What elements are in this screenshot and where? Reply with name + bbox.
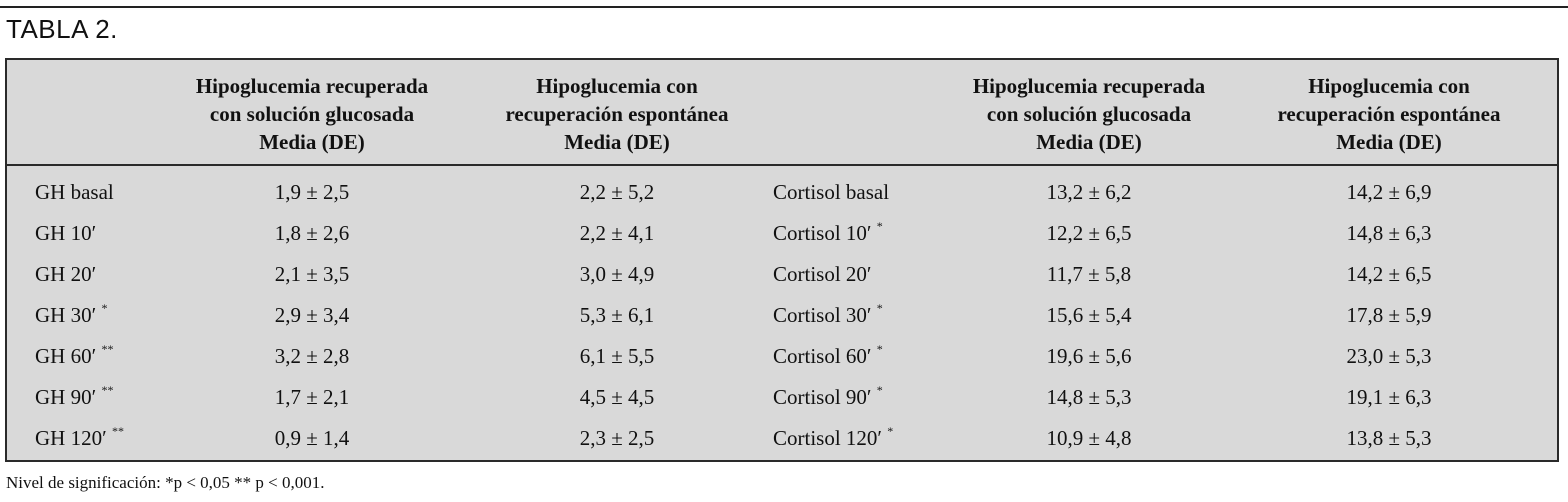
cortisol-glucose-value: 11,7 ± 5,8 bbox=[1046, 262, 1132, 286]
gh-glucose-value: 1,7 ± 2,1 bbox=[274, 385, 350, 409]
cortisol-label: Cortisol 60′ * bbox=[773, 342, 883, 368]
gh-spontaneous-value: 4,5 ± 4,5 bbox=[579, 385, 655, 409]
table-row bbox=[7, 336, 1557, 376]
gh-spontaneous-value: 3,0 ± 4,9 bbox=[579, 262, 655, 286]
table-row bbox=[7, 418, 1557, 458]
table-row bbox=[7, 295, 1557, 335]
header-glucose-gh: Hipoglucemia recuperada con solución glucosada Media (DE) bbox=[195, 74, 429, 154]
table-title: TABLA 2. bbox=[6, 14, 118, 44]
cortisol-glucose-value: 12,2 ± 6,5 bbox=[1046, 221, 1132, 245]
gh-label: GH 10′ bbox=[35, 221, 97, 245]
cortisol-label: Cortisol basal bbox=[773, 180, 890, 204]
cortisol-spontaneous-value: 14,2 ± 6,5 bbox=[1346, 262, 1432, 286]
gh-glucose-value: 2,1 ± 3,5 bbox=[274, 262, 350, 286]
cortisol-label: Cortisol 90′ * bbox=[773, 383, 883, 409]
cortisol-label: Cortisol 120′ * bbox=[773, 424, 894, 450]
header-spontaneous-cortisol: Hipoglucemia con recuperación espontánea Media (DE) bbox=[1277, 74, 1501, 154]
gh-label: GH 20′ bbox=[35, 262, 97, 286]
gh-spontaneous-value: 2,2 ± 5,2 bbox=[579, 180, 655, 204]
cortisol-glucose-value: 19,6 ± 5,6 bbox=[1046, 344, 1132, 368]
significance-footnote: Nivel de significación: *p < 0,05 ** p < 0,001. bbox=[6, 473, 325, 492]
gh-label: GH 90′ ** bbox=[35, 383, 114, 409]
gh-label: GH 30′ * bbox=[35, 301, 108, 327]
cortisol-spontaneous-value: 23,0 ± 5,3 bbox=[1346, 344, 1432, 368]
gh-spontaneous-value: 2,2 ± 4,1 bbox=[579, 221, 655, 245]
gh-label: GH 120′ ** bbox=[35, 424, 124, 450]
gh-glucose-value: 0,9 ± 1,4 bbox=[274, 426, 350, 450]
gh-glucose-value: 2,9 ± 3,4 bbox=[274, 303, 350, 327]
table-row bbox=[7, 377, 1557, 417]
table-row bbox=[7, 172, 1557, 212]
cortisol-glucose-value: 10,9 ± 4,8 bbox=[1046, 426, 1132, 450]
cortisol-spontaneous-value: 14,2 ± 6,9 bbox=[1346, 180, 1432, 204]
cortisol-spontaneous-value: 19,1 ± 6,3 bbox=[1346, 385, 1432, 409]
cortisol-glucose-value: 15,6 ± 5,4 bbox=[1046, 303, 1132, 327]
gh-glucose-value: 1,8 ± 2,6 bbox=[274, 221, 350, 245]
header-spontaneous-gh: Hipoglucemia con recuperación espontánea Media (DE) bbox=[505, 74, 729, 154]
cortisol-label: Cortisol 30′ * bbox=[773, 301, 883, 327]
cortisol-glucose-value: 14,8 ± 5,3 bbox=[1046, 385, 1132, 409]
cortisol-spontaneous-value: 14,8 ± 6,3 bbox=[1346, 221, 1432, 245]
top-rule bbox=[0, 6, 1568, 8]
gh-label: GH basal bbox=[35, 180, 114, 204]
gh-spontaneous-value: 6,1 ± 5,5 bbox=[579, 344, 655, 368]
gh-label: GH 60′ ** bbox=[35, 342, 114, 368]
gh-glucose-value: 3,2 ± 2,8 bbox=[274, 344, 350, 368]
table-header bbox=[7, 60, 1557, 166]
gh-glucose-value: 1,9 ± 2,5 bbox=[274, 180, 350, 204]
gh-spontaneous-value: 5,3 ± 6,1 bbox=[579, 303, 655, 327]
cortisol-glucose-value: 13,2 ± 6,2 bbox=[1046, 180, 1132, 204]
cortisol-label: Cortisol 20′ bbox=[773, 262, 872, 286]
table-row bbox=[7, 254, 1557, 294]
cortisol-spontaneous-value: 17,8 ± 5,9 bbox=[1346, 303, 1432, 327]
cortisol-spontaneous-value: 13,8 ± 5,3 bbox=[1346, 426, 1432, 450]
cortisol-label: Cortisol 10′ * bbox=[773, 219, 883, 245]
data-table bbox=[5, 58, 1559, 462]
gh-spontaneous-value: 2,3 ± 2,5 bbox=[579, 426, 655, 450]
header-glucose-cortisol: Hipoglucemia recuperada con solución glucosada Media (DE) bbox=[972, 74, 1206, 154]
table-row bbox=[7, 213, 1557, 253]
